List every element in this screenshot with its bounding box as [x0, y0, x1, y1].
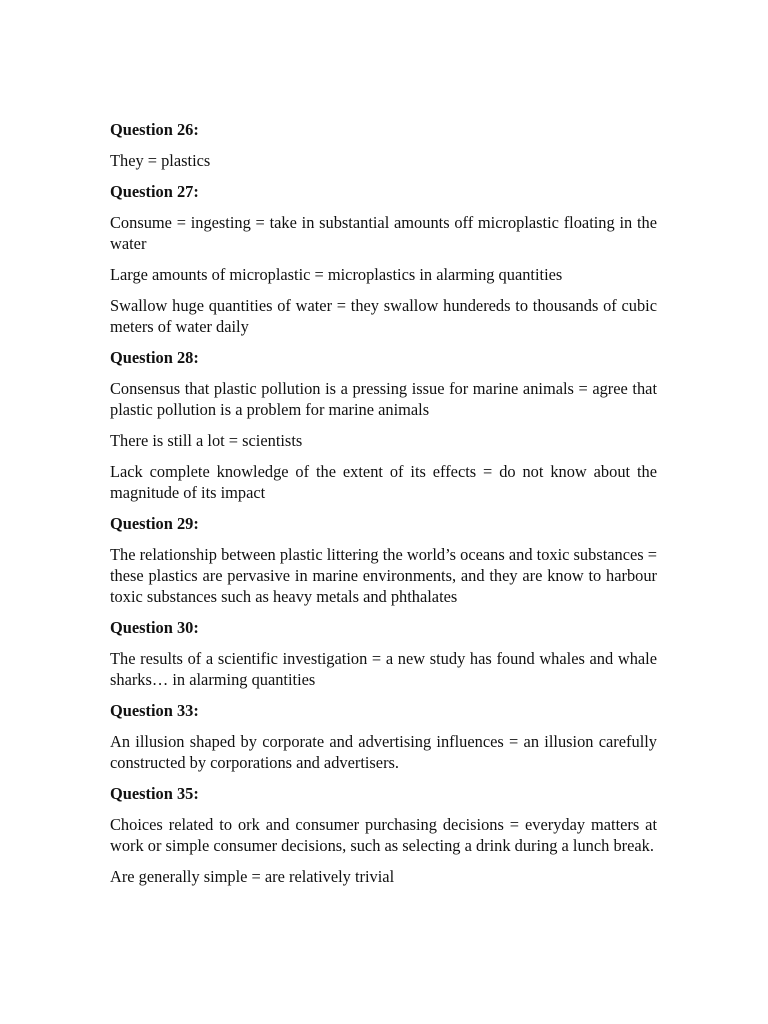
question-heading: Question 28:: [110, 348, 199, 367]
section-question-29: [110, 513, 657, 607]
answer-paragraph: The results of a scientific investigation = a new study has found whales and whale sharks… in alarming quantities: [110, 649, 657, 689]
answer-paragraph: Large amounts of microplastic = microplastics in alarming quantities: [110, 265, 563, 284]
question-heading: Question 35:: [110, 784, 199, 803]
section-question-28: [110, 347, 657, 503]
answer-paragraph: Consume = ingesting = take in substantial amounts off microplastic floating in the water: [110, 213, 657, 253]
section-question-26: [110, 119, 657, 171]
answer-paragraph: An illusion shaped by corporate and advertising influences = an illusion carefully constructed by corporations and advertisers.: [110, 732, 657, 772]
question-heading: Question 33:: [110, 701, 199, 720]
question-heading: Question 26:: [110, 120, 199, 139]
section-question-27: [110, 181, 657, 337]
answer-paragraph: Choices related to ork and consumer purchasing decisions = everyday matters at work or simple consumer decisions, such as selecting a drink during a lunch break.: [110, 815, 657, 855]
section-question-33: [110, 700, 657, 773]
answer-paragraph: The relationship between plastic littering the world’s oceans and toxic substances = these plastics are pervasive in marine environments, and they are know to harbour toxic substances such as heavy metals and phthalates: [110, 545, 657, 606]
answer-paragraph: Consensus that plastic pollution is a pressing issue for marine animals = agree that plastic pollution is a problem for marine animals: [110, 379, 657, 419]
answer-paragraph: Lack complete knowledge of the extent of its effects = do not know about the magnitude of its impact: [110, 462, 657, 502]
answer-paragraph: Are generally simple = are relatively trivial: [110, 867, 395, 886]
question-heading: Question 27:: [110, 182, 199, 201]
answer-paragraph: There is still a lot = scientists: [110, 431, 303, 450]
answer-paragraph: Swallow huge quantities of water = they swallow hundereds to thousands of cubic meters of water daily: [110, 296, 657, 336]
question-heading: Question 30:: [110, 618, 199, 637]
document-page: [110, 119, 657, 897]
section-question-30: [110, 617, 657, 690]
answer-paragraph: They = plastics: [110, 151, 211, 170]
question-heading: Question 29:: [110, 514, 199, 533]
section-question-35: [110, 783, 657, 887]
